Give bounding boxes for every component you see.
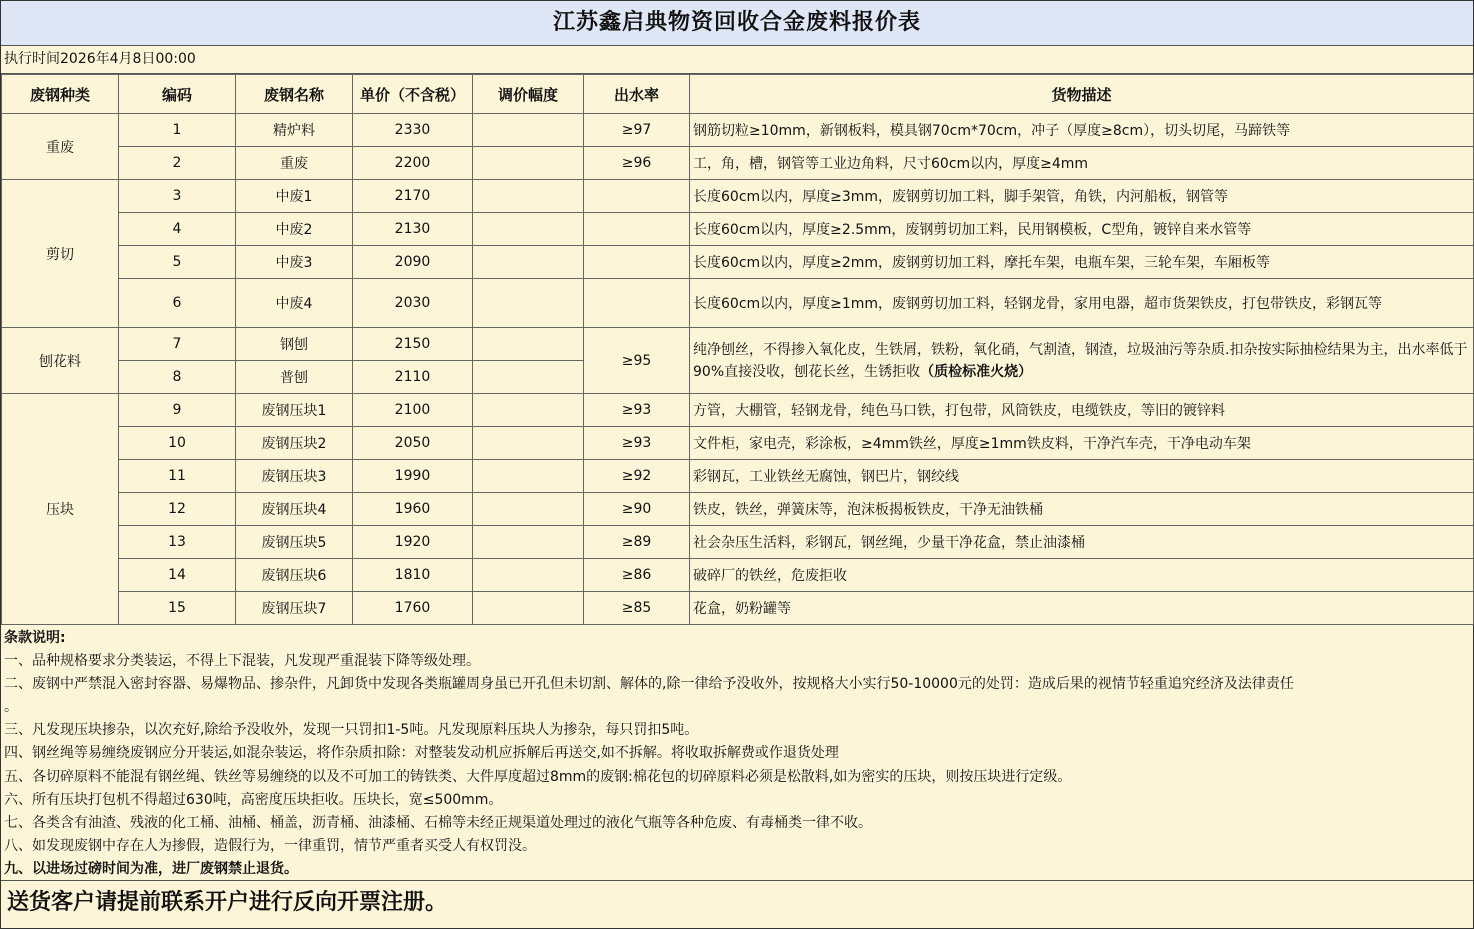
- yield-cell: ≥92: [584, 460, 690, 493]
- name-cell: 普刨: [236, 361, 353, 394]
- description-cell: 钢筋切粒≥10mm，新钢板料，模具钢70cm*70cm，冲子（厚度≥8cm），切头切尾，马蹄铁等: [690, 114, 1474, 147]
- adjust-cell: [473, 526, 584, 559]
- code-cell: 12: [119, 493, 236, 526]
- header-code: 编码: [119, 75, 236, 114]
- term-line: 七、各类含有油渣、残液的化工桶、油桶、桶盖，沥青桶、油漆桶、石棉等未经正规渠道处理过的液化气瓶等各种危废、有毒桶类一律不收。: [4, 814, 872, 831]
- header-category: 废钢种类: [2, 75, 119, 114]
- adjust-cell: [473, 147, 584, 180]
- adjust-cell: [473, 493, 584, 526]
- category-cell-shear: 剪切: [2, 180, 119, 328]
- code-cell: 5: [119, 246, 236, 279]
- description-cell: 文件柜，家电壳，彩涂板，≥4mm铁丝，厚度≥1mm铁皮料，干净汽车壳，干净电动车架: [690, 427, 1474, 460]
- header-adjust: 调价幅度: [473, 75, 584, 114]
- description-cell: 破碎厂的铁丝，危废拒收: [690, 559, 1474, 592]
- quality-standard-note: （质检标准火烧）: [920, 363, 1033, 380]
- code-cell: 15: [119, 592, 236, 625]
- price-cell: 2200: [353, 147, 473, 180]
- name-cell: 中废3: [236, 246, 353, 279]
- description-text: 纯净刨丝，不得掺入氧化皮，生铁屑，铁粉，氧化硝，气割渣，钢渣，垃圾油污等杂质.扣杂按实际抽检结果为主，出水率低于90%直接没收，刨花长丝，生锈拒收: [693, 341, 1468, 380]
- yield-cell: [584, 279, 690, 328]
- description-cell: 长度60cm以内，厚度≥2.5mm，废钢剪切加工料，民用钢模板，C型角，镀锌自来水管等: [690, 213, 1474, 246]
- table-row: [2, 493, 1474, 526]
- yield-cell: ≥95: [584, 328, 690, 394]
- table-row: [2, 114, 1474, 147]
- price-cell: 2110: [353, 361, 473, 394]
- terms-heading: 条款说明:: [4, 630, 66, 646]
- name-cell: 重废: [236, 147, 353, 180]
- adjust-cell: [473, 180, 584, 213]
- adjust-cell: [473, 460, 584, 493]
- yield-cell: ≥93: [584, 427, 690, 460]
- name-cell: 中废1: [236, 180, 353, 213]
- yield-cell: [584, 180, 690, 213]
- price-cell: 2090: [353, 246, 473, 279]
- name-cell: 废钢压块1: [236, 394, 353, 427]
- term-line: 一、品种规格要求分类装运，不得上下混装，凡发现严重混装下降等级处理。: [4, 653, 480, 670]
- term-line: 八、如发现废钢中存在人为掺假，造假行为，一律重罚，情节严重者买受人有权罚没。: [4, 837, 536, 854]
- code-cell: 13: [119, 526, 236, 559]
- yield-cell: [584, 213, 690, 246]
- price-cell: 1920: [353, 526, 473, 559]
- header-name: 废钢名称: [236, 75, 353, 114]
- price-cell: 1990: [353, 460, 473, 493]
- description-cell: 长度60cm以内，厚度≥3mm，废钢剪切加工料，脚手架管，角铁，内河船板，钢管等: [690, 180, 1474, 213]
- code-cell: 14: [119, 559, 236, 592]
- table-row: [2, 246, 1474, 279]
- yield-cell: ≥85: [584, 592, 690, 625]
- price-cell: 2170: [353, 180, 473, 213]
- adjust-cell: [473, 213, 584, 246]
- name-cell: 中废4: [236, 279, 353, 328]
- description-cell: 长度60cm以内，厚度≥1mm，废钢剪切加工料，轻钢龙骨，家用电器，超市货架铁皮，打包带铁皮，彩钢瓦等: [690, 279, 1474, 328]
- table-row: [2, 394, 1474, 427]
- description-cell: 彩钢瓦，工业铁丝无腐蚀，钢巴片，钢绞线: [690, 460, 1474, 493]
- table-header-row: [2, 75, 1474, 114]
- adjust-cell: [473, 394, 584, 427]
- description-cell: 铁皮，铁丝，弹簧床等，泡沫板揭板铁皮，干净无油铁桶: [690, 493, 1474, 526]
- adjust-cell: [473, 114, 584, 147]
- price-cell: 2330: [353, 114, 473, 147]
- description-cell: 社会杂压生活料，彩钢瓦，钢丝绳，少量干净花盒，禁止油漆桶: [690, 526, 1474, 559]
- yield-cell: ≥86: [584, 559, 690, 592]
- name-cell: 钢刨: [236, 328, 353, 361]
- table-row: [2, 526, 1474, 559]
- adjust-cell: [473, 592, 584, 625]
- price-cell: 2100: [353, 394, 473, 427]
- price-cell: 1810: [353, 559, 473, 592]
- code-cell: 2: [119, 147, 236, 180]
- price-cell: 1960: [353, 493, 473, 526]
- description-cell: 方管，大棚管，轻钢龙骨，纯色马口铁，打包带，风筒铁皮，电缆铁皮，等旧的镀锌料: [690, 394, 1474, 427]
- table-row: [2, 427, 1474, 460]
- term-line: 五、各切碎原料不能混有钢丝绳、铁丝等易缠绕的以及不可加工的铸铁类、大件厚度超过8mm的废钢:棉花包的切碎原料必须是松散料,如为密实的压块，则按压块进行定级。: [4, 768, 1072, 785]
- header-description: 货物描述: [690, 75, 1474, 114]
- description-cell: 花盒，奶粉罐等: [690, 592, 1474, 625]
- price-cell: 2130: [353, 213, 473, 246]
- table-row: [2, 279, 1474, 328]
- adjust-cell: [473, 246, 584, 279]
- execution-time: 执行时间2026年4月8日00:00: [1, 46, 1473, 74]
- term-line: 九、以进场过磅时间为准，进厂废钢禁止退货。: [4, 860, 298, 877]
- name-cell: 废钢压块4: [236, 493, 353, 526]
- price-cell: 2050: [353, 427, 473, 460]
- description-cell: 工，角，槽，钢管等工业边角料，尺寸60cm以内，厚度≥4mm: [690, 147, 1474, 180]
- price-table: [1, 74, 1474, 625]
- yield-cell: ≥89: [584, 526, 690, 559]
- name-cell: 废钢压块7: [236, 592, 353, 625]
- code-cell: 11: [119, 460, 236, 493]
- term-line: 。: [4, 699, 18, 716]
- adjust-cell: [473, 427, 584, 460]
- name-cell: 废钢压块2: [236, 427, 353, 460]
- yield-cell: ≥96: [584, 147, 690, 180]
- name-cell: 废钢压块6: [236, 559, 353, 592]
- table-row: [2, 559, 1474, 592]
- code-cell: 4: [119, 213, 236, 246]
- page-title: 江苏鑫启典物资回收合金废料报价表: [1, 1, 1473, 46]
- name-cell: 废钢压块5: [236, 526, 353, 559]
- yield-cell: [584, 246, 690, 279]
- table-row: [2, 328, 1474, 361]
- price-cell: 2150: [353, 328, 473, 361]
- header-price: 单价（不含税）: [353, 75, 473, 114]
- footer-notice: 送货客户请提前联系开户进行反向开票注册。: [1, 881, 1473, 923]
- code-cell: 6: [119, 279, 236, 328]
- yield-cell: ≥90: [584, 493, 690, 526]
- table-row: [2, 180, 1474, 213]
- code-cell: 8: [119, 361, 236, 394]
- code-cell: 7: [119, 328, 236, 361]
- yield-cell: ≥97: [584, 114, 690, 147]
- category-cell-heavy: 重废: [2, 114, 119, 180]
- yield-cell: ≥93: [584, 394, 690, 427]
- price-cell: 1760: [353, 592, 473, 625]
- adjust-cell: [473, 328, 584, 361]
- name-cell: 精炉料: [236, 114, 353, 147]
- price-cell: 2030: [353, 279, 473, 328]
- header-yield: 出水率: [584, 75, 690, 114]
- code-cell: 9: [119, 394, 236, 427]
- table-row: [2, 147, 1474, 180]
- description-cell: [690, 328, 1474, 394]
- code-cell: 1: [119, 114, 236, 147]
- description-cell: 长度60cm以内，厚度≥2mm，废钢剪切加工料，摩托车架，电瓶车架，三轮车架，车厢板等: [690, 246, 1474, 279]
- code-cell: 10: [119, 427, 236, 460]
- table-row: [2, 592, 1474, 625]
- adjust-cell: [473, 361, 584, 394]
- term-line: 二、废钢中严禁混入密封容器、易爆物品、掺杂件，凡卸货中发现各类瓶罐周身虽已开孔但未切割、解体的,除一律给予没收外，按规格大小实行50-10000元的处罚：造成后果的视情节轻重追究经济及法律责任: [4, 676, 1294, 693]
- term-line: 六、所有压块打包机不得超过630吨，高密度压块拒收。压块长，宽≤500mm。: [4, 791, 503, 808]
- name-cell: 中废2: [236, 213, 353, 246]
- adjust-cell: [473, 279, 584, 328]
- code-cell: 3: [119, 180, 236, 213]
- table-row: [2, 213, 1474, 246]
- table-row: [2, 460, 1474, 493]
- category-cell-shavings: 刨花料: [2, 328, 119, 394]
- term-line: 三、凡发现压块掺杂，以次充好,除给予没收外，发现一只罚扣1-5吨。凡发现原料压块人为掺杂，每只罚扣5吨。: [4, 722, 699, 739]
- term-line: 四、钢丝绳等易缠绕废钢应分开装运,如混杂装运，将作杂质扣除：对整装发动机应拆解后再送交,如不拆解。将收取拆解费或作退货处理: [4, 745, 839, 762]
- name-cell: 废钢压块3: [236, 460, 353, 493]
- adjust-cell: [473, 559, 584, 592]
- category-cell-block: 压块: [2, 394, 119, 625]
- terms-section: [1, 625, 1473, 881]
